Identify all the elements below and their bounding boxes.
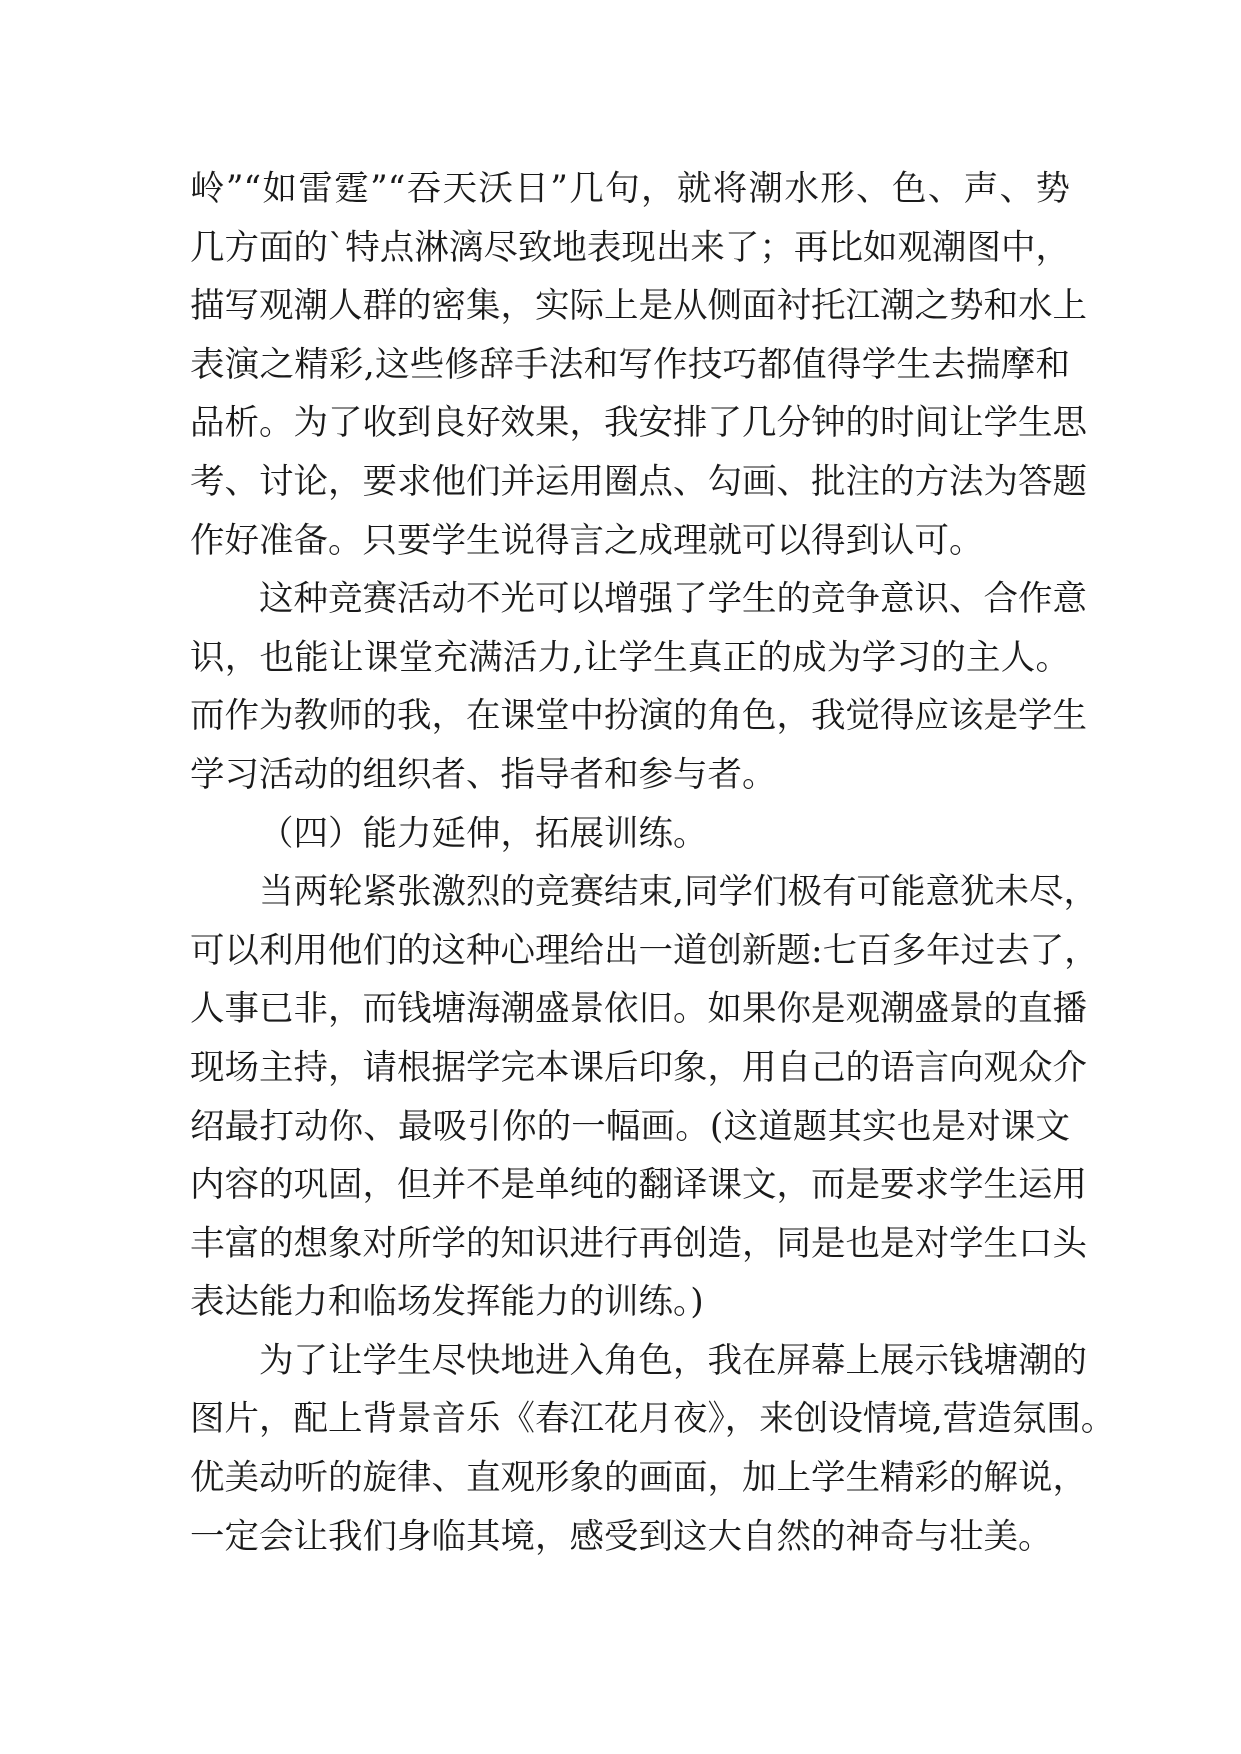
text-line: 岭”“如雷霆”“吞天沃日”几句，就将潮水形、色、声、势 (190, 169, 1070, 209)
text-line: 丰富的想象对所学的知识进行再创造，同是也是对学生口头 (190, 1223, 1087, 1264)
text-line: 描写观潮人群的密集，实际上是从侧面衬托江潮之势和水上 (190, 286, 1087, 327)
text-line: 表演之精彩,这些修辞手法和写作技巧都值得学生去揣摩和 (190, 344, 1070, 385)
text-line: 这种竞赛活动不光可以增强了学生的竞争意识、合作意 (259, 579, 1087, 620)
text-line: 识，也能让课堂充满活力,让学生真正的成为学习的主人。 (190, 637, 1070, 678)
text-line: 内容的巩固，但并不是单纯的翻译课文，而是要求学生运用 (190, 1165, 1087, 1206)
text-line: 可以利用他们的这种心理给出一道创新题:七百多年过去了， (190, 930, 1099, 971)
text-line: 优美动听的旋律、直观形象的画面，加上学生精彩的解说， (190, 1458, 1087, 1499)
text-line: 学习活动的组织者、指导者和参与者。 (190, 754, 777, 795)
body-text (190, 160, 1116, 1566)
text-line: 而作为教师的我，在课堂中扮演的角色，我觉得应该是学生 (190, 696, 1087, 737)
text-line: 人事已非，而钱塘海潮盛景依旧。如果你是观潮盛景的直播 (190, 989, 1087, 1030)
text-line: （四）能力延伸，拓展训练。 (259, 813, 708, 854)
text-line: 绍最打动你、最吸引你的一幅画。(这道题其实也是对课文 (190, 1106, 1070, 1147)
text-line: 图片，配上背景音乐《春江花月夜》，来创设情境,营造氛围。 (190, 1399, 1116, 1440)
text-line: 表达能力和临场发挥能力的训练。) (190, 1282, 704, 1323)
text-line: 现场主持，请根据学完本课后印象，用自己的语言向观众介 (190, 1047, 1087, 1088)
text-line: 品析。为了收到良好效果，我安排了几分钟的时间让学生思 (190, 403, 1087, 444)
text-line: 作好准备。只要学生说得言之成理就可以得到认可。 (190, 520, 984, 561)
text-line: 当两轮紧张激烈的竞赛结束,同学们极有可能意犹未尽， (259, 872, 1098, 913)
text-line: 为了让学生尽快地进入角色，我在屏幕上展示钱塘潮的 (259, 1340, 1087, 1381)
text-line: 考、讨论，要求他们并运用圈点、勾画、批注的方法为答题 (190, 461, 1087, 502)
text-line: 一定会让我们身临其境，感受到这大自然的神奇与壮美。 (190, 1516, 1053, 1557)
text-line: 几方面的`特点淋漓尽致地表现出来了；再比如观潮图中， (190, 227, 1070, 268)
